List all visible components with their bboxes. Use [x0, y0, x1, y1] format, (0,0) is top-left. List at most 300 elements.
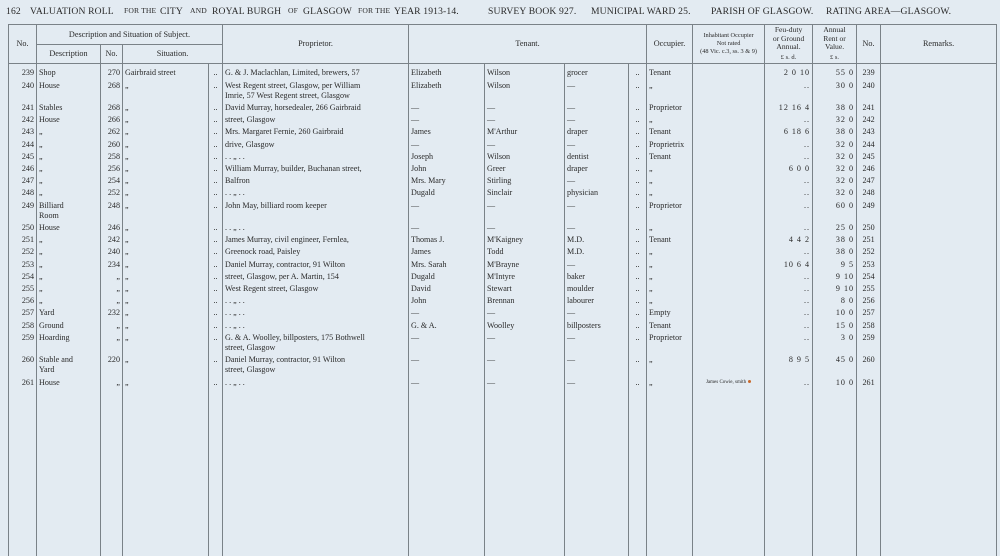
proprietor: Greenock road, Paisley: [223, 245, 409, 257]
proprietor: street, Glasgow: [223, 343, 409, 353]
tenant-dots: [629, 365, 647, 375]
tenant-first-name: —: [409, 331, 485, 343]
feu-duty: [765, 211, 813, 221]
feu-duty: 12 16 4: [765, 101, 813, 113]
entry-no: 251: [9, 233, 37, 245]
tenant-dots: ..: [629, 113, 647, 125]
tenant-surname: —: [485, 221, 565, 233]
annual-value: 38 0: [813, 233, 857, 245]
tenant-occupation: —: [565, 113, 629, 125]
tenant-first-name: Dugald: [409, 186, 485, 198]
tenant-surname: [485, 365, 565, 375]
table-row: [9, 365, 997, 375]
remarks: [881, 199, 997, 211]
street-number: „: [101, 331, 123, 343]
description: „: [37, 138, 101, 150]
entry-no-right: 243: [857, 125, 881, 137]
tenant-first-name: [409, 211, 485, 221]
proprietor: . . „ . .: [223, 186, 409, 198]
situation-dots: [209, 91, 223, 101]
roll-title-6: OF: [288, 6, 299, 15]
roll-title-8: FOR THE: [358, 6, 391, 15]
entry-no: 246: [9, 162, 37, 174]
col-annual-line3: Value.: [824, 42, 845, 52]
description: Yard: [37, 365, 101, 375]
entry-no: [9, 343, 37, 353]
feu-duty: ..: [765, 174, 813, 186]
street-number: 232: [101, 306, 123, 318]
occupier: „: [647, 258, 693, 270]
proprietor: West Regent street, Glasgow: [223, 282, 409, 294]
entry-no: 250: [9, 221, 37, 233]
remarks: [881, 282, 997, 294]
entry-no: 241: [9, 101, 37, 113]
inhabitant-occupier: [693, 343, 765, 353]
inhabitant-occupier: [693, 353, 765, 365]
inhabitant-occupier: [693, 306, 765, 318]
annual-value: 3 0: [813, 331, 857, 343]
occupier: „: [647, 162, 693, 174]
entry-no: [9, 211, 37, 221]
street-number: [101, 365, 123, 375]
entry-no-right: 254: [857, 270, 881, 282]
situation: [123, 365, 209, 375]
proprietor: G. & J. Maclachlan, Limited, brewers, 57: [223, 64, 409, 79]
description: Ground: [37, 319, 101, 331]
situation: [123, 211, 209, 221]
situation-dots: [209, 343, 223, 353]
situation-dots: ..: [209, 306, 223, 318]
occupier: „: [647, 376, 693, 388]
annual-value: 8 0: [813, 294, 857, 306]
tenant-occupation: —: [565, 353, 629, 365]
feu-duty: 2 0 10: [765, 64, 813, 79]
entry-no-right: 257: [857, 306, 881, 318]
situation-dots: ..: [209, 125, 223, 137]
tenant-dots: ..: [629, 221, 647, 233]
tenant-dots: ..: [629, 245, 647, 257]
tenant-first-name: [409, 91, 485, 101]
remarks: [881, 294, 997, 306]
table-row: [9, 306, 997, 318]
col-feu-units: £ s. d.: [780, 53, 797, 61]
situation: „: [123, 199, 209, 211]
description: „: [37, 186, 101, 198]
tenant-surname: —: [485, 306, 565, 318]
street-number: 258: [101, 150, 123, 162]
parish: PARISH OF GLASGOW.: [711, 6, 814, 17]
entry-no: 247: [9, 174, 37, 186]
entry-no: 239: [9, 64, 37, 79]
inhabitant-occupier: James Cowie, smith: [693, 376, 765, 388]
street-number: 242: [101, 233, 123, 245]
table-row: [9, 150, 997, 162]
description: [37, 91, 101, 101]
tenant-occupation: —: [565, 258, 629, 270]
inhabitant-occupier: [693, 258, 765, 270]
remarks: [881, 319, 997, 331]
tenant-first-name: —: [409, 101, 485, 113]
col-feu-line3: Annual.: [776, 42, 801, 52]
feu-duty: ..: [765, 199, 813, 211]
occupier: „: [647, 186, 693, 198]
feu-duty: 6 0 0: [765, 162, 813, 174]
tenant-surname: M'Arthur: [485, 125, 565, 137]
street-number: 240: [101, 245, 123, 257]
roll-year: YEAR 1913-14.: [394, 6, 459, 17]
tenant-first-name: [409, 365, 485, 375]
street-number: 252: [101, 186, 123, 198]
tenant-dots: ..: [629, 306, 647, 318]
occupier: Empty: [647, 306, 693, 318]
annual-value: 10 0: [813, 376, 857, 388]
street-number: [101, 211, 123, 221]
occupier: „: [647, 270, 693, 282]
tenant-first-name: Elizabeth: [409, 79, 485, 91]
street-number: 268: [101, 101, 123, 113]
tenant-first-name: —: [409, 221, 485, 233]
tenant-first-name: David: [409, 282, 485, 294]
entry-no: 260: [9, 353, 37, 365]
feu-duty: [765, 365, 813, 375]
tenant-surname: —: [485, 199, 565, 211]
inhabitant-occupier: [693, 79, 765, 91]
remarks: [881, 162, 997, 174]
situation-dots: ..: [209, 331, 223, 343]
street-number: 260: [101, 138, 123, 150]
proprietor: . . „ . .: [223, 306, 409, 318]
description: Room: [37, 211, 101, 221]
entry-no-right: 258: [857, 319, 881, 331]
street-number: „: [101, 294, 123, 306]
remarks: [881, 331, 997, 343]
description: Yard: [37, 306, 101, 318]
description: House: [37, 376, 101, 388]
tenant-surname: —: [485, 113, 565, 125]
table-row: [9, 282, 997, 294]
filler-cell: [123, 388, 209, 556]
table-row: [9, 138, 997, 150]
proprietor: street, Glasgow: [223, 365, 409, 375]
ink-dot-icon: [748, 380, 751, 383]
remarks: [881, 353, 997, 365]
col-remarks: Remarks.: [881, 25, 997, 64]
situation: [123, 343, 209, 353]
tenant-dots: ..: [629, 376, 647, 388]
annual-value: [813, 343, 857, 353]
proprietor: . . „ . .: [223, 150, 409, 162]
table-row: [9, 79, 997, 91]
tenant-surname: Wilson: [485, 64, 565, 79]
feu-duty: ..: [765, 270, 813, 282]
roll-title-3: CITY: [160, 6, 183, 17]
table-row: [9, 101, 997, 113]
situation: [123, 91, 209, 101]
roll-title-7: GLASGOW: [303, 6, 353, 17]
annual-value: 55 0: [813, 64, 857, 79]
inhabitant-occupier: [693, 64, 765, 79]
description: Stables: [37, 101, 101, 113]
tenant-dots: ..: [629, 282, 647, 294]
remarks: [881, 101, 997, 113]
occupier: „: [647, 221, 693, 233]
situation-dots: ..: [209, 64, 223, 79]
tenant-occupation: M.D.: [565, 233, 629, 245]
feu-duty: ..: [765, 150, 813, 162]
situation: „: [123, 138, 209, 150]
table-row: [9, 186, 997, 198]
filler-cell: [101, 388, 123, 556]
annual-value: 60 0: [813, 199, 857, 211]
remarks: [881, 138, 997, 150]
situation-dots: ..: [209, 258, 223, 270]
tenant-first-name: Joseph: [409, 150, 485, 162]
filler-cell: [37, 388, 101, 556]
tenant-surname: M'Kaigney: [485, 233, 565, 245]
rating-area: RATING AREA—GLASGOW.: [826, 6, 952, 17]
situation-dots: ..: [209, 79, 223, 91]
annual-value: 38 0: [813, 125, 857, 137]
annual-value: 25 0: [813, 221, 857, 233]
col-no: No.: [9, 25, 37, 64]
proprietor: . . „ . .: [223, 294, 409, 306]
description: „: [37, 162, 101, 174]
situation: „: [123, 113, 209, 125]
situation: „: [123, 186, 209, 198]
tenant-first-name: —: [409, 353, 485, 365]
description: „: [37, 294, 101, 306]
feu-duty: [765, 91, 813, 101]
tenant-first-name: James: [409, 125, 485, 137]
tenant-first-name: Mrs. Sarah: [409, 258, 485, 270]
tenant-dots: ..: [629, 319, 647, 331]
col-no-right: No.: [857, 25, 881, 64]
col-tenant: Tenant.: [409, 25, 647, 64]
annual-value: 9 5: [813, 258, 857, 270]
description: „: [37, 270, 101, 282]
table-row: [9, 376, 997, 388]
tenant-surname: Wilson: [485, 150, 565, 162]
tenant-first-name: Dugald: [409, 270, 485, 282]
inhabitant-occupier: [693, 319, 765, 331]
occupier: „: [647, 113, 693, 125]
entry-no-right: 253: [857, 258, 881, 270]
tenant-surname: Sinclair: [485, 186, 565, 198]
occupier: [647, 343, 693, 353]
tenant-dots: ..: [629, 270, 647, 282]
tenant-dots: ..: [629, 162, 647, 174]
entry-no-right: [857, 211, 881, 221]
occupier: Tenant: [647, 150, 693, 162]
proprietor: Daniel Murray, contractor, 91 Wilton: [223, 258, 409, 270]
situation-dots: ..: [209, 376, 223, 388]
entry-no-right: 244: [857, 138, 881, 150]
tenant-occupation: grocer: [565, 64, 629, 79]
tenant-dots: ..: [629, 294, 647, 306]
situation: „: [123, 376, 209, 388]
entry-no-right: 250: [857, 221, 881, 233]
situation-dots: ..: [209, 282, 223, 294]
entry-no-right: 249: [857, 199, 881, 211]
remarks: [881, 125, 997, 137]
col-feu-duty: [765, 25, 813, 64]
entry-no-right: 240: [857, 79, 881, 91]
survey-book: SURVEY BOOK 927.: [488, 6, 577, 17]
table-row: [9, 233, 997, 245]
remarks: [881, 343, 997, 353]
description: Hoarding: [37, 331, 101, 343]
tenant-surname: M'Intyre: [485, 270, 565, 282]
tenant-dots: [629, 91, 647, 101]
occupier: „: [647, 245, 693, 257]
proprietor: G. & A. Woolley, billposters, 175 Bothwell: [223, 331, 409, 343]
annual-value: 32 0: [813, 138, 857, 150]
col-inhabitant-line3: (48 Vic. c.3, ss. 3 & 9): [700, 48, 757, 56]
entry-no-right: 252: [857, 245, 881, 257]
filler-cell: [881, 388, 997, 556]
street-number: 262: [101, 125, 123, 137]
entry-no: 248: [9, 186, 37, 198]
tenant-first-name: G. & A.: [409, 319, 485, 331]
occupier: Proprietor: [647, 199, 693, 211]
entry-no-right: 248: [857, 186, 881, 198]
remarks: [881, 376, 997, 388]
table-row: [9, 162, 997, 174]
remarks: [881, 221, 997, 233]
description: Shop: [37, 64, 101, 79]
tenant-first-name: Mrs. Mary: [409, 174, 485, 186]
table-row: [9, 125, 997, 137]
tenant-first-name: John: [409, 294, 485, 306]
inhabitant-occupier: [693, 101, 765, 113]
filler-cell: [409, 388, 485, 556]
remarks: [881, 64, 997, 79]
tenant-occupation: —: [565, 79, 629, 91]
filler-cell: [485, 388, 565, 556]
proprietor: . . „ . .: [223, 221, 409, 233]
description: „: [37, 174, 101, 186]
situation: „: [123, 294, 209, 306]
col-inhabitant-line2: Not rated: [716, 40, 741, 48]
tenant-occupation: [565, 365, 629, 375]
remarks: [881, 270, 997, 282]
tenant-surname: Stirling: [485, 174, 565, 186]
situation-dots: ..: [209, 174, 223, 186]
filler-cell: [693, 388, 765, 556]
situation-dots: ..: [209, 221, 223, 233]
feu-duty: 6 18 6: [765, 125, 813, 137]
annual-value: [813, 91, 857, 101]
tenant-dots: ..: [629, 150, 647, 162]
occupier: „: [647, 353, 693, 365]
situation: „: [123, 101, 209, 113]
col-annual-units: £ s.: [830, 53, 840, 61]
feu-duty: ..: [765, 186, 813, 198]
entry-no-right: 255: [857, 282, 881, 294]
feu-duty: ..: [765, 306, 813, 318]
tenant-occupation: draper: [565, 125, 629, 137]
col-inhabitant-line1: Inhabitant Occupier: [703, 32, 754, 40]
entry-no: 261: [9, 376, 37, 388]
tenant-surname: [485, 343, 565, 353]
situation: „: [123, 221, 209, 233]
table-row: [9, 199, 997, 211]
table-row: [9, 343, 997, 353]
occupier: Proprietrix: [647, 138, 693, 150]
occupier: Tenant: [647, 319, 693, 331]
inhabitant-occupier: [693, 91, 765, 101]
col-desc-group: Description and Situation of Subject.: [37, 25, 223, 45]
proprietor: David Murray, horsedealer, 266 Gairbraid: [223, 101, 409, 113]
tenant-occupation: —: [565, 376, 629, 388]
tenant-surname: [485, 211, 565, 221]
tenant-dots: [629, 343, 647, 353]
inhabitant-occupier: [693, 186, 765, 198]
description: House: [37, 221, 101, 233]
tenant-dots: ..: [629, 258, 647, 270]
description: „: [37, 245, 101, 257]
tenant-dots: ..: [629, 101, 647, 113]
inhabitant-occupier: [693, 150, 765, 162]
feu-duty: ..: [765, 331, 813, 343]
annual-value: 38 0: [813, 245, 857, 257]
tenant-occupation: labourer: [565, 294, 629, 306]
municipal-ward: MUNICIPAL WARD 25.: [591, 6, 691, 17]
tenant-dots: ..: [629, 331, 647, 343]
situation-dots: ..: [209, 113, 223, 125]
entry-no-right: 241: [857, 101, 881, 113]
feu-duty: ..: [765, 282, 813, 294]
remarks: [881, 258, 997, 270]
tenant-first-name: Elizabeth: [409, 64, 485, 79]
col-annual-rent: [813, 25, 857, 64]
tenant-occupation: —: [565, 138, 629, 150]
col-feu-line1: Feu-duty: [774, 25, 803, 34]
table-row: [9, 174, 997, 186]
proprietor: . . „ . .: [223, 319, 409, 331]
tenant-occupation: baker: [565, 270, 629, 282]
col-feu-line2: or Ground: [772, 33, 805, 43]
tenant-occupation: billposters: [565, 319, 629, 331]
situation-dots: ..: [209, 319, 223, 331]
tenant-first-name: —: [409, 376, 485, 388]
remarks: [881, 113, 997, 125]
entry-no: 242: [9, 113, 37, 125]
situation: „: [123, 258, 209, 270]
proprietor: William Murray, builder, Buchanan street,: [223, 162, 409, 174]
entry-no: 253: [9, 258, 37, 270]
table-row: [9, 64, 997, 79]
tenant-occupation: moulder: [565, 282, 629, 294]
description: Stable and: [37, 353, 101, 365]
inhabitant-occupier: [693, 294, 765, 306]
table-row: [9, 258, 997, 270]
col-annual-line1: Annual: [823, 25, 846, 34]
valuation-table: [8, 24, 997, 556]
remarks: [881, 150, 997, 162]
description: House: [37, 113, 101, 125]
table-row: [9, 245, 997, 257]
occupier: Tenant: [647, 64, 693, 79]
occupier: [647, 211, 693, 221]
tenant-occupation: —: [565, 199, 629, 211]
occupier: Tenant: [647, 233, 693, 245]
feu-duty: 10 6 4: [765, 258, 813, 270]
situation: „: [123, 319, 209, 331]
filler-cell: [209, 388, 223, 556]
situation: „: [123, 125, 209, 137]
situation: „: [123, 79, 209, 91]
